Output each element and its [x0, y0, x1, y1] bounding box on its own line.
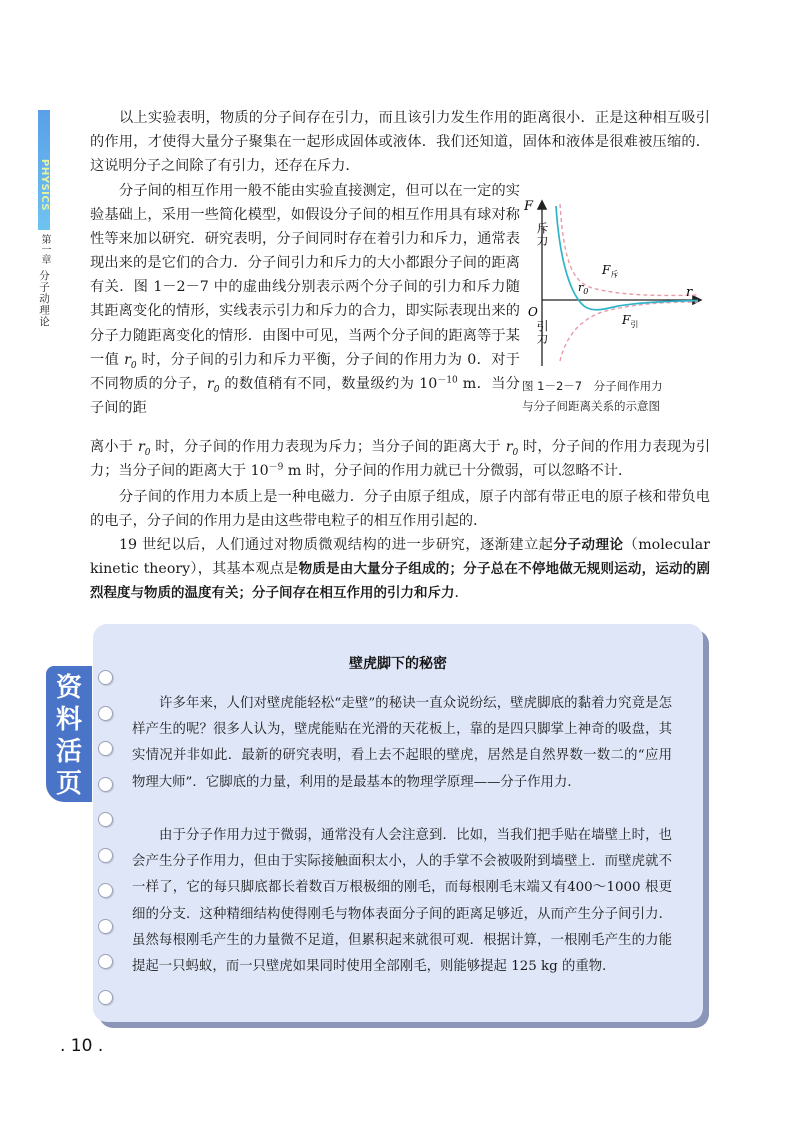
side-chapter-label: 第一章 [39, 234, 50, 264]
text: 分子间的相互作用一般不能由实验直接测定，但可以在一定的实验基础上，采用一些简化模型，如假设分子间的相互作用具有球对称性等来加以研究．研究表明，分子间同时存在着引力和斥力，通常表现出来的是它们的合力．分子间引力和斥力的大小都跟分子间的距离有关．图 1－2－7 中的虚曲线分别表示两个分子间的引力和斥力随其距离变化的情形，实线表示引力和斥力的合力，即实际表现出来的分子力随距离变化的情形．由图中可见，当两个分子间的距离等于某一值 [90, 183, 520, 368]
binder-ring [98, 919, 113, 934]
figure-caption [522, 376, 712, 416]
binder-rings [98, 670, 122, 1025]
binder-ring [98, 741, 113, 756]
caption-line-1: 图 1－2－7 分子间作用力 [522, 379, 663, 393]
binder-ring [98, 954, 113, 969]
r0-symbol: $r_0$ [124, 351, 137, 371]
term-kinetic-theory: 分子动理论 [553, 537, 624, 553]
r0-label: $r_0$ [578, 281, 589, 296]
axis-x-label: r [686, 285, 693, 300]
side-physics-label: PHYSICS [39, 158, 50, 212]
net-force-curve [556, 206, 698, 310]
caption-line-2: 与分子间距离关系的示意图 [522, 399, 660, 413]
info-paragraph-1: 许多年来，人们对壁虎能轻松“走壁”的秘诀一直众说纷纭，壁虎脚底的黏着力究竟是怎样产生的呢？很多人认为，壁虎能贴在光滑的天花板上，靠的是四只脚掌上神奇的吸盘，其实情况并非如此．最新的研究表明，看上去不起眼的壁虎，居然是自然界数一数二的“应用物理大师”．它脚底的力量，利用的是最基本的物理学原理——分子作用力． [132, 696, 672, 790]
r0-symbol: $r_0$ [505, 439, 519, 458]
binder-ring [98, 848, 113, 863]
attraction-curve [560, 302, 698, 361]
r0-symbol: $r_0$ [206, 375, 220, 395]
paragraph-kinetic-theory: 19 世纪以后，人们通过对物质微观结构的进一步研究，逐渐建立起分子动理论（molecular kinetic theory），其基本观点是物质是由大量分子组成的；分子总在不停地做无规则运动，运动的剧烈程度与物质的温度有关；分子间存在相互作用的引力和斥力． [90, 537, 710, 602]
r0-symbol: $r_0$ [137, 439, 151, 458]
page-number: . 10 . [60, 1036, 104, 1056]
f-repulsion-label: $F_斥$ [602, 263, 619, 279]
paragraph-force-full: 离小于 $r_0$ 时，分子间的作用力表现为斥力；当分子间的距离大于 $r_0$ 时，分子间的作用力表现为引力；当分子间的距离大于 $10^{-9}$ m 时，分子间的作用力就已十分微弱，可以忽略不计． [90, 439, 711, 480]
force-distance-figure [522, 196, 712, 376]
binder-ring [98, 990, 113, 1005]
binder-ring [98, 777, 113, 792]
binder-ring [98, 812, 113, 827]
repulsion-axis-label: 斥力 [535, 222, 549, 246]
basic-viewpoints: 物质是由大量分子组成的；分子总在不停地做无规则运动，运动的剧烈程度与物质的温度有关；分子间存在相互作用的引力和斥力 [90, 561, 710, 602]
origin-label: O [528, 305, 538, 319]
binder-ring [98, 706, 113, 721]
attraction-axis-label: 引力 [535, 320, 549, 344]
paragraph-electromagnetic: 分子间的作用力本质上是一种电磁力．分子由原子组成，原子内部有带正电的原子核和带负电的电子，分子间的作用力是由这些带电粒子的相互作用引起的． [90, 489, 710, 530]
side-topic-label: 分子动理论 [38, 270, 50, 328]
f-attraction-label: $F_引$ [622, 313, 639, 329]
paragraph-force-narrow: 分子间的相互作用一般不能由实验直接测定，但可以在一定的实验基础上，采用一些简化模型，如假设分子间的相互作用具有球对称性等来加以研究．研究表明，分子间同时存在着引力和斥力，通常表现出来的是它们的合力．分子间引力和斥力的大小都跟分子间的距离有关．图 1－2－7 中的虚曲线分别表示两个分子间的引力和斥力随其距离变化的情形，实线表示引力和斥力的合力，即实际表现出来的分子力随距离变化的情形．由图中可见，当两个分子间的距离等于某一值 $r_0$ 时，分子间的引力和斥力平衡，分子间的作用力为 0．对于不同物质的分子，$r_0$ 的数值稍有不同，数量级约为 $10^{-10}$ m．当分子间的距 [90, 183, 520, 416]
paragraph-intro: 以上实验表明，物质的分子间存在引力，而且该引力发生作用的距离很小．正是这种相互吸引的作用，才使得大量分子聚集在一起形成固体或液体．我们还知道，固体和液体是很难被压缩的．这说明分子之间除了有引力，还存在斥力． [90, 110, 710, 175]
info-paragraph-2: 由于分子作用力过于微弱，通常没有人会注意到．比如，当我们把手贴在墙壁上时，也会产生分子作用力，但由于实际接触面积太小，人的手掌不会被吸附到墙壁上．而壁虎就不一样了，它的每只脚底都长着数百万根极细的刚毛，而每根刚毛末端又有400～1000 根更细的分支．这种精细结构使得刚毛与物体表面分子间的距离足够近，从而产生分子间引力．虽然每根刚毛产生的力量微不足道，但累积起来就很可观．根据计算，一根刚毛产生的力能提起一只蚂蚁，而一只壁虎如果同时使用全部刚毛，则能够提起 125 kg 的重物． [132, 828, 672, 975]
axis-y-label: F [524, 199, 534, 214]
binder-ring [98, 883, 113, 898]
info-box-title: 壁虎脚下的秘密 [349, 656, 447, 672]
info-tab-label: 资料活页 [55, 673, 82, 799]
